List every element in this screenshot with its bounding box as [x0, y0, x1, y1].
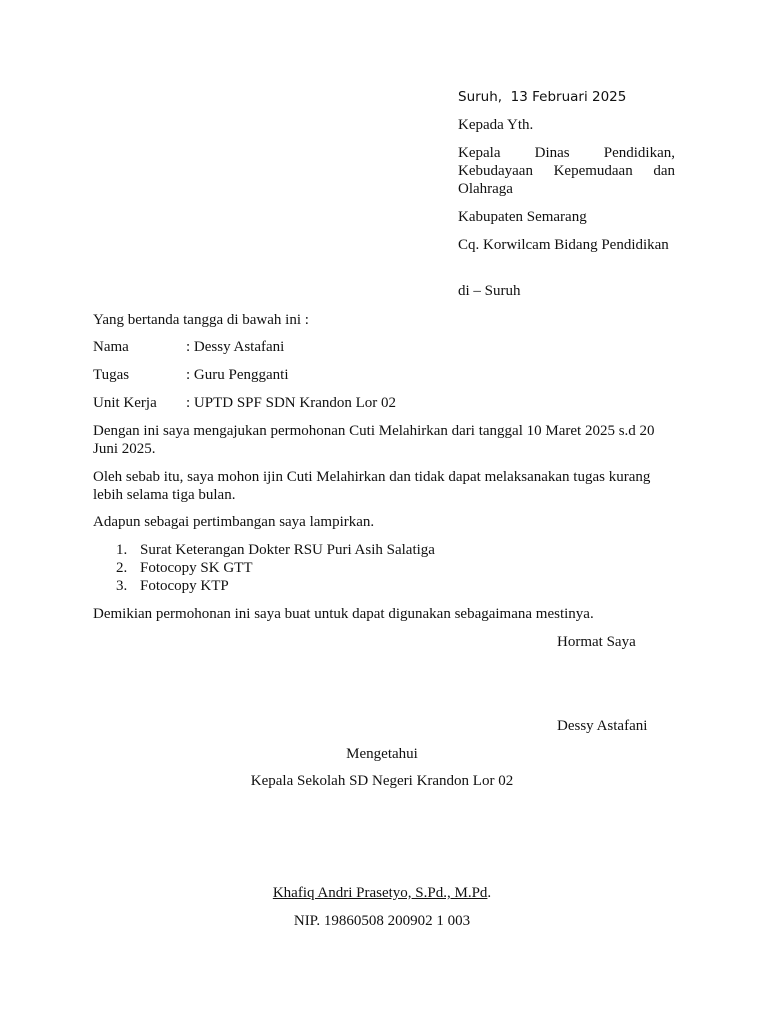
approval-nip: NIP. 19860508 200902 1 003	[293, 913, 471, 929]
letter-date: Suruh, 13 Februari 2025	[458, 89, 627, 105]
paragraph-attachments-intro: Adapun sebagai pertimbangan saya lampirkan.	[93, 514, 375, 530]
signature-regards: Hormat Saya	[557, 634, 636, 650]
list-item: Fotocopy KTP	[140, 578, 229, 594]
approval-position: Kepala Sekolah SD Negeri Krandon Lor 02	[250, 773, 514, 789]
recipient-title: Kepala Dinas Pendidikan, Kebudayaan Kepemudaan dan Olahraga	[458, 145, 675, 197]
recipient-cq: Cq. Korwilcam Bidang Pendidikan	[458, 237, 669, 253]
field-value-unit-kerja: : UPTD SPF SDN Krandon Lor 02	[186, 395, 397, 411]
recipient-location: di – Suruh	[458, 283, 521, 299]
list-item: Fotocopy SK GTT	[140, 560, 253, 576]
recipient-region: Kabupaten Semarang	[458, 209, 587, 225]
paragraph-leave-dates: Dengan ini saya mengajukan permohonan Cuti Melahirkan dari tanggal 10 Maret 2025 s.d 20 Juni 2025.	[93, 423, 655, 457]
signature-name: Dessy Astafani	[557, 718, 648, 734]
closing-sentence: Demikian permohonan ini saya buat untuk dapat digunakan sebagaimana mestinya.	[93, 606, 594, 622]
greeting: Kepada Yth.	[458, 117, 534, 133]
field-label-nama: Nama	[93, 339, 129, 355]
field-label-unit-kerja: Unit Kerja	[93, 395, 157, 411]
list-item-number: 3.	[116, 578, 128, 594]
field-value-tugas: : Guru Pengganti	[186, 367, 289, 383]
field-value-nama: : Dessy Astafani	[186, 339, 285, 355]
paragraph-leave-reason: Oleh sebab itu, saya mohon ijin Cuti Melahirkan dan tidak dapat melaksanakan tugas kurang lebih selama tiga bulan.	[93, 469, 651, 503]
list-item-number: 1.	[116, 542, 128, 558]
field-label-tugas: Tugas	[93, 367, 130, 383]
list-item-number: 2.	[116, 560, 128, 576]
list-item: Surat Keterangan Dokter RSU Puri Asih Salatiga	[140, 542, 435, 558]
approval-acknowledged: Mengetahui	[346, 746, 418, 762]
approval-name-suffix: .	[487, 885, 492, 901]
approval-name-line	[0, 884, 766, 902]
approval-name: Khafiq Andri Prasetyo, S.Pd., M.Pd	[272, 885, 488, 901]
intro-line: Yang bertanda tangga di bawah ini :	[93, 312, 309, 328]
